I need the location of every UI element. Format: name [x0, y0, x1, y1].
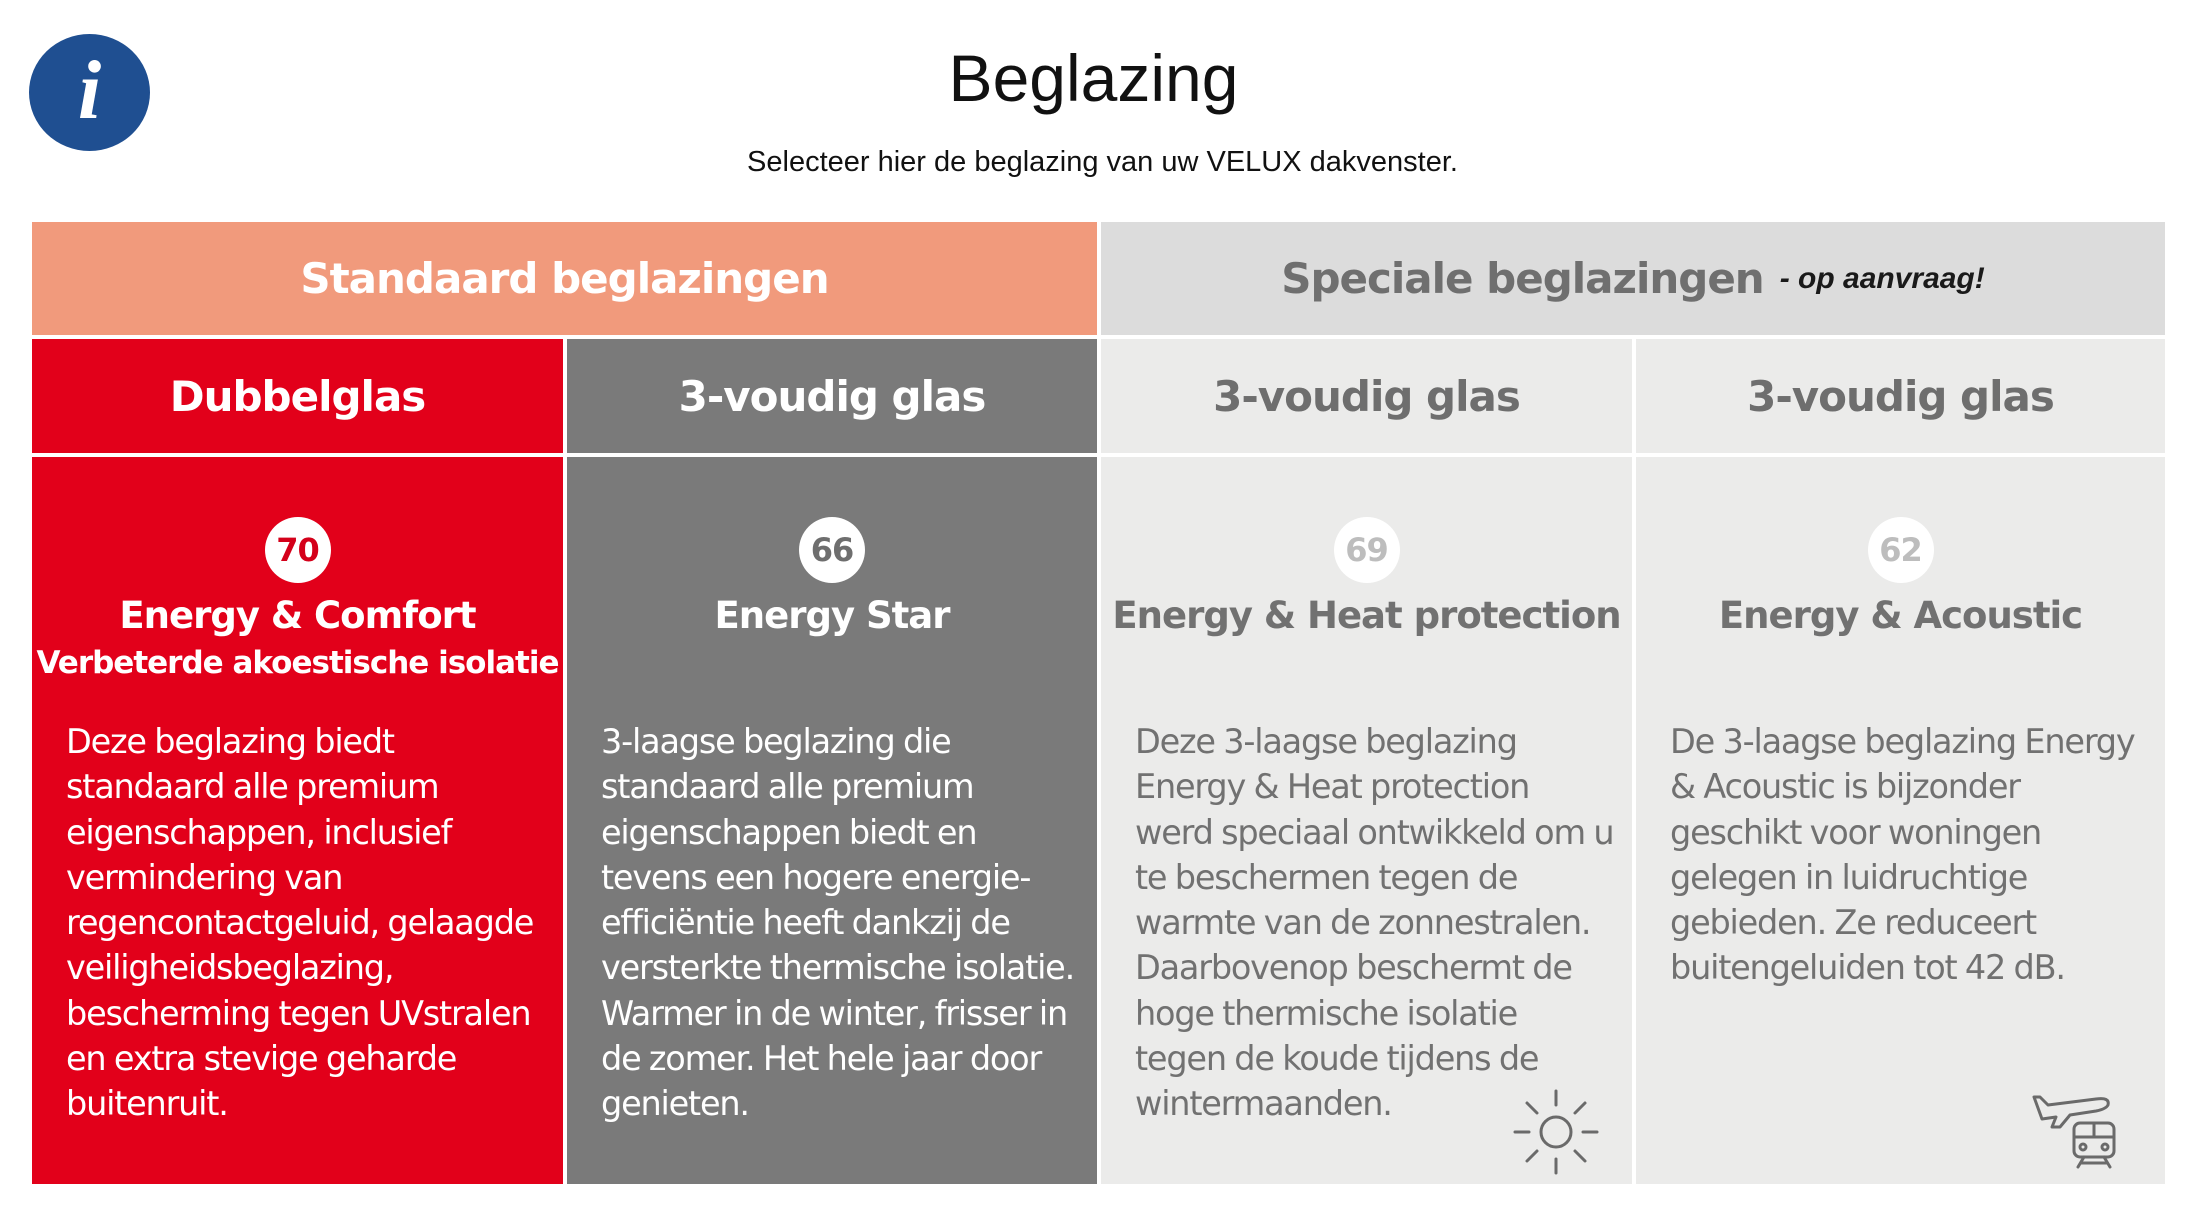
product-name: Energy & Comfort [119, 594, 476, 637]
product-description: De 3-laagse beglazing Energy & Acoustic is bijzonder geschikt voor woningen gelegen in luidruchtige gebieden. Ze reduceert buitengeluiden tot 42 dB. [1670, 722, 2135, 988]
sun-icon [1511, 1087, 1601, 1177]
product-name: Energy & Heat protection [1112, 594, 1621, 637]
product-description: Deze 3-laagse beglazing Energy & Heat protection werd speciaal ontwikkeld om u te beschermen tegen de warmte van de zonnestralen. Daarbovenop beschermt de hoge thermische isolatie tegen de koude tijdens de wintermaanden. [1135, 722, 1614, 1124]
category-special-note: - op aanvraag! [1779, 261, 1985, 295]
category-standard-label: Standaard beglazingen [300, 254, 829, 303]
badge-66: 66 [799, 517, 865, 583]
product-subtitle: Verbeterde akoestische isolatie [36, 645, 559, 681]
option-card-heat-protection[interactable] [1101, 457, 1632, 1184]
column-header-acoustic[interactable]: 3-voudig glas [1636, 339, 2165, 453]
column-header-heat-protection[interactable]: 3-voudig glas [1101, 339, 1632, 453]
product-name: Energy & Acoustic [1718, 594, 2083, 637]
page-title: Beglazing [948, 41, 1239, 115]
option-card-acoustic[interactable] [1636, 457, 2165, 1184]
option-card-energy-star[interactable] [567, 457, 1097, 1184]
column-header-dubbelglas[interactable]: Dubbelglas [32, 339, 563, 453]
product-name: Energy Star [714, 594, 950, 637]
info-icon[interactable]: i [29, 34, 150, 151]
category-standard-header [32, 222, 1097, 335]
page-subtitle: Selecteer hier de beglazing van uw VELUX dakvenster. [747, 146, 1458, 178]
badge-69: 69 [1334, 517, 1400, 583]
glazing-table [32, 222, 2165, 1184]
airplane-train-icon [2026, 1075, 2126, 1175]
product-description: 3-laagse beglazing die standaard alle premium eigenschappen biedt en tevens een hogere energie-efficiëntie heeft dankzij de versterkte thermische isolatie. Warmer in de winter, frisser in de zomer. Het hele jaar door genieten. [601, 722, 1075, 1124]
option-card-energy-comfort[interactable] [32, 457, 563, 1184]
category-special-header [1101, 222, 2165, 335]
product-description: Deze beglazing biedt standaard alle premium eigenschappen, inclusief vermindering van regencontactgeluid, gelaagde veiligheidsbeglazing, bescherming tegen UVstralen en extra stevige geharde buitenruit. [66, 722, 534, 1124]
badge-62: 62 [1868, 517, 1934, 583]
category-special-label: Speciale beglazingen [1281, 254, 1764, 303]
badge-70: 70 [265, 517, 331, 583]
column-header-energy-star[interactable]: 3-voudig glas [567, 339, 1097, 453]
